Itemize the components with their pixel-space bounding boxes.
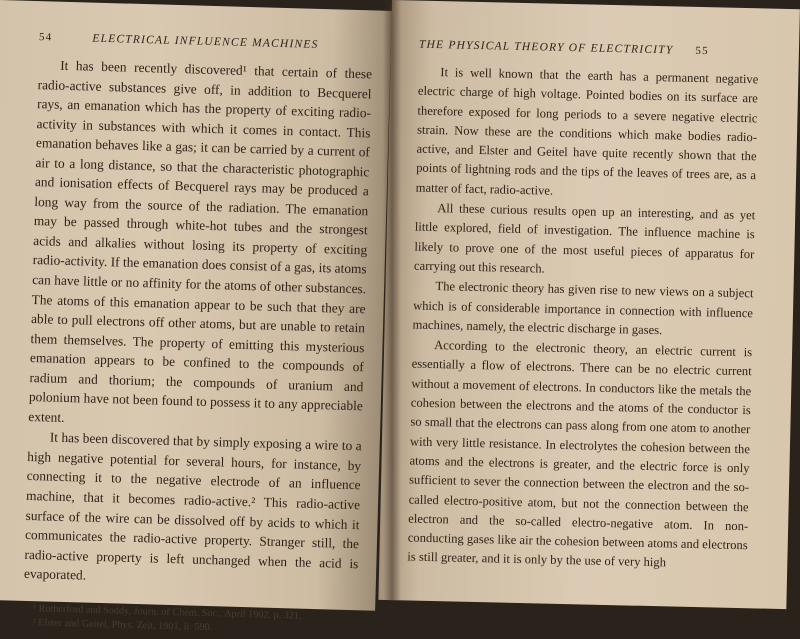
footnote-2: ² Elster and Geitel, Phys. Zeit, 1901, ii. 590. <box>32 616 213 633</box>
right-paragraph-1: It is well known that the earth has a permanent negative electric charge of high voltage. Pointed bodies on its surface are therefore exposed for long periods to a severe negative electric strain. Now these are the conditions which make bodies radio-active, and Elster and Geitel have quite recently shown that the points of lightning rods and the tips of the leaves of trees are, as a matter of fact, radio-active. <box>415 65 759 198</box>
right-page-number: 55 <box>695 44 709 58</box>
right-running-head <box>419 39 759 59</box>
left-running-title: ELECTRICAL INFLUENCE MACHINES <box>92 32 319 51</box>
left-running-head <box>39 31 373 52</box>
left-page <box>0 0 392 633</box>
book-gutter <box>383 0 401 600</box>
footnote-1: ¹ Rutherford and Soddy, Journ. of Chem. Soc., April 1902, p. 321. <box>32 602 302 622</box>
right-page <box>378 0 800 609</box>
left-body-text <box>24 55 373 593</box>
right-paragraph-4: According to the electronic theory, an electric current is essentially a flow of electrons. There can be no electric current without a movement of electrons. In conductors like the metals the cohesion between the electrons and the atoms of the conductor is so small that the electrons can pass along from one atom to another with very little resistance. In electrolytes the cohesion between the atoms and the electrons is greater, and the electric force is only sufficient to sever the connection between the electron and the so-called electro-positive atom, but not the connection between the electron and the so-called electro-negative atom. In non-conducting gases like air the cohesion between atoms and electrons is still greater, and it is only by the use of very high <box>407 338 753 570</box>
right-running-title: THE PHYSICAL THEORY OF ELECTRICITY <box>418 38 674 57</box>
left-paragraph-1: It has been recently discovered¹ that certain of these radio-active substances give off, in addition to Becquerel rays, an emanation which has the property of exciting radio-activity in substances with which it comes in contact. This emanation behaves like a gas; it can be carried by a current of air to a long distance, so that the characteristic photographic and ionisation effects of Becquerel rays may be produced a long way from the source of the radiation. The emanation may be passed through white-hot tubes and the strongest acids and alkalies without losing its property of exciting radio-activity. If the emanation does consist of a gas, its atoms can have little or no affinity for the atoms of other substances. The atoms of this emanation appear to be such that they are able to pull electrons off other atoms, but are unable to retain them themselves. The property of emitting this mysterious emanation appears to be confined to the compounds of radium and thorium; the compounds of uranium and polonium have not been found to possess it to any appreciable extent. <box>28 57 373 425</box>
footnotes <box>22 602 357 639</box>
right-paragraph-2: All these curious results open up an interesting, and as yet little explored, field of investigation. The influence machine is likely to prove one of the most useful pieces of apparatus for carrying out this research. <box>413 201 756 276</box>
left-page-number: 54 <box>38 31 53 44</box>
right-paragraph-3: The electronic theory has given rise to new views on a subject which is of considerable importance in connection with influence machines, namely, the electric discharge in gases. <box>412 279 754 338</box>
right-body-text <box>407 63 758 575</box>
left-paragraph-2: It has been discovered that by simply exposing a wire to a high negative potential for several hours, for instance, by connecting it to the negative electrode of an influence machine, that it becomes radio-active.² This radio-active surface of the wire can be dissolved off by acids to which it communicates the radio-active property. Stranger still, the radio-active property is left unchanged when the acid is evaporated. <box>23 429 362 583</box>
